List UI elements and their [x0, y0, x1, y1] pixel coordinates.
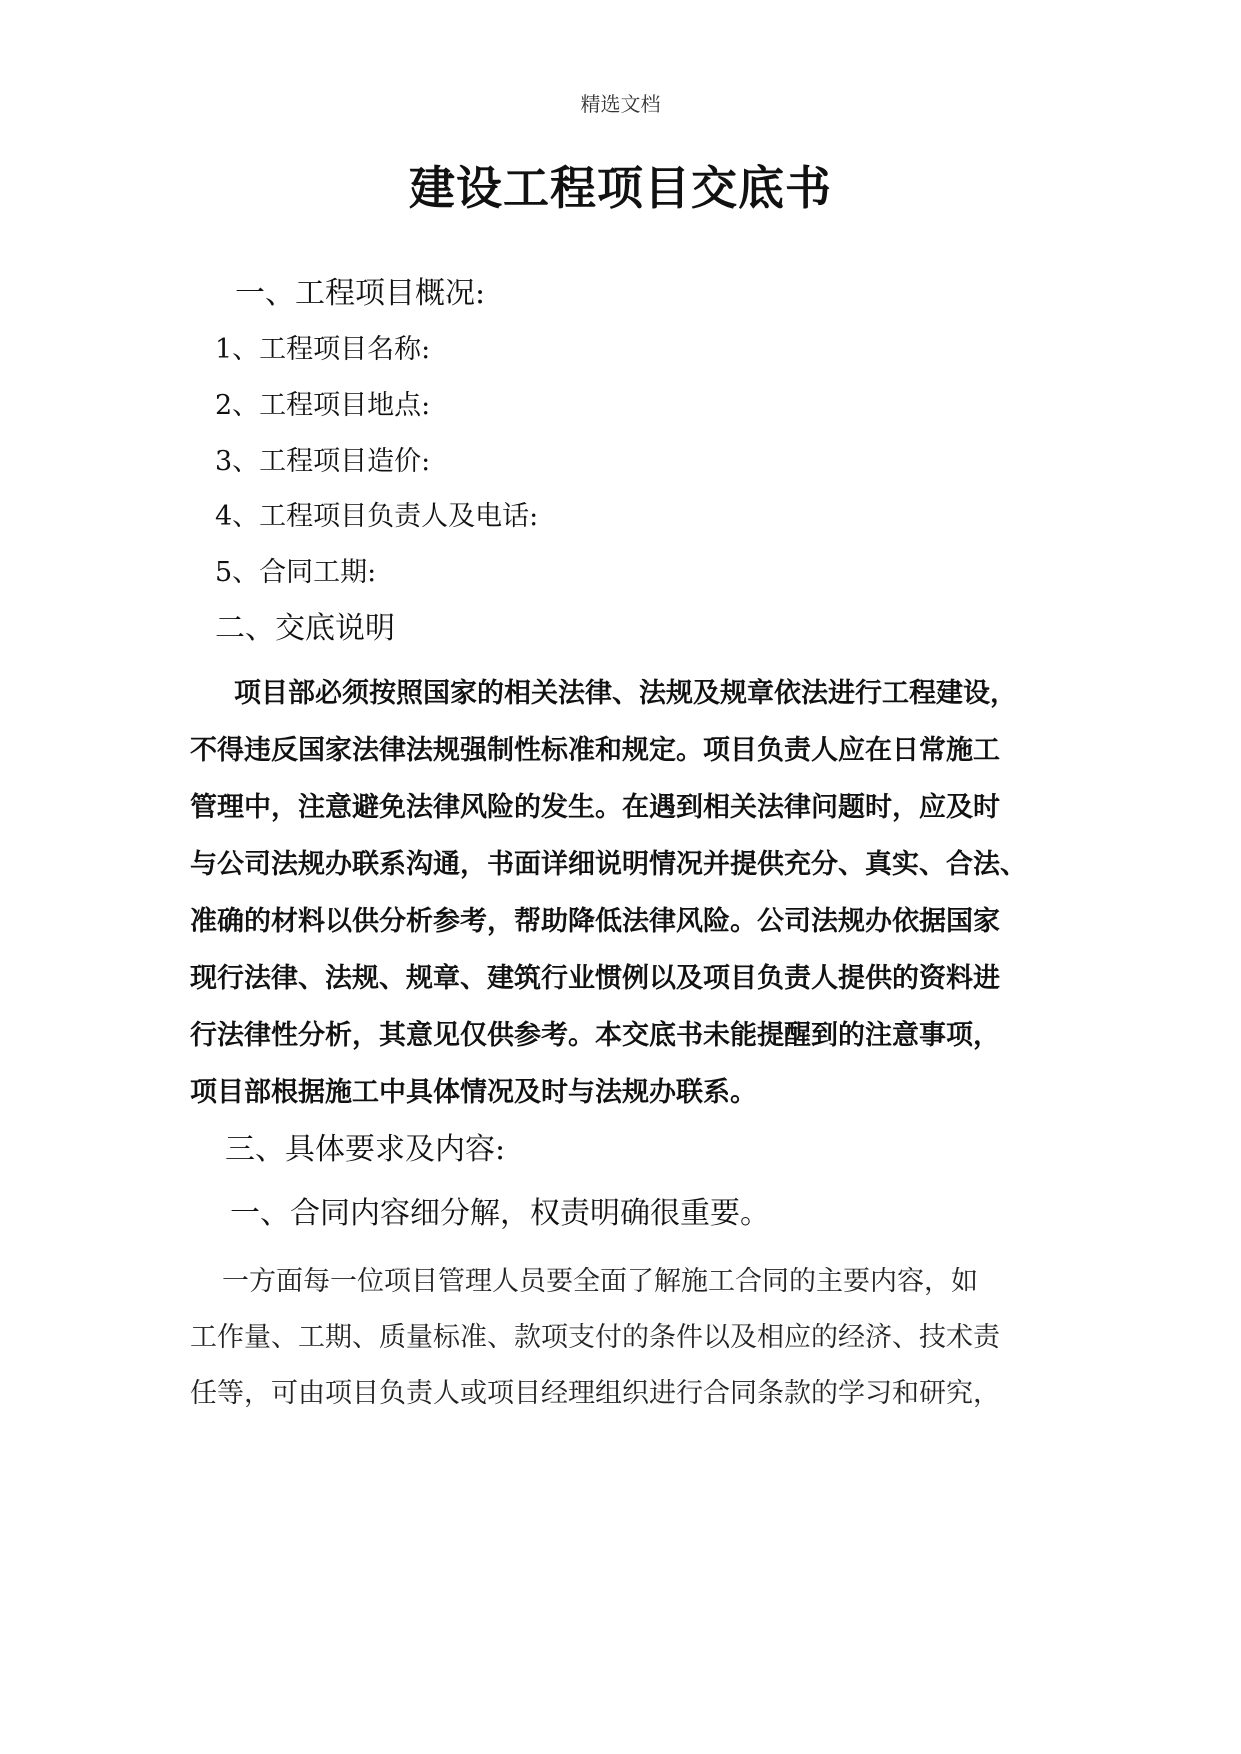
overview-item-location: 2、工程项目地点:	[215, 390, 431, 421]
subheading-contract: 一、合同内容细分解，权责明确很重要。	[230, 1196, 770, 1231]
paragraph-line: 工作量、工期、质量标准、款项支付的条件以及相应的经济、技术责	[190, 1322, 1000, 1353]
paragraph-line: 项目部根据施工中具体情况及时与法规办联系。	[190, 1077, 757, 1108]
paragraph-line: 准确的材料以供分析参考，帮助降低法律风险。公司法规办依据国家	[190, 906, 1000, 937]
overview-item-name: 1、工程项目名称:	[215, 334, 431, 365]
paragraph-line: 一方面每一位项目管理人员要全面了解施工合同的主要内容，如	[222, 1266, 978, 1297]
paragraph-line: 行法律性分析，其意见仅供参考。本交底书未能提醒到的注意事项，	[190, 1020, 1000, 1051]
paragraph-line: 现行法律、法规、规章、建筑行业惯例以及项目负责人提供的资料进	[190, 963, 1000, 994]
overview-item-cost: 3、工程项目造价:	[215, 446, 431, 477]
contract-paragraph	[190, 1259, 1060, 1429]
paragraph-line: 与公司法规办联系沟通，书面详细说明情况并提供充分、真实、合法、	[190, 849, 1027, 880]
header-label: 精选文档	[580, 92, 661, 116]
paragraph-line: 不得违反国家法律法规强制性标准和规定。项目负责人应在日常施工	[190, 735, 1000, 766]
section-heading-overview: 一、工程项目概况:	[235, 276, 486, 311]
section-heading-requirements: 三、具体要求及内容:	[225, 1132, 506, 1167]
paragraph-line: 管理中，注意避免法律风险的发生。在遇到相关法律问题时，应及时	[190, 792, 1000, 823]
explanation-paragraph	[190, 671, 1060, 1108]
overview-item-manager-phone: 4、工程项目负责人及电话:	[215, 501, 539, 532]
document-title: 建设工程项目交底书	[409, 161, 832, 215]
overview-item-contract-period: 5、合同工期:	[215, 557, 377, 588]
section-heading-explanation: 二、交底说明	[215, 611, 395, 646]
paragraph-line: 任等，可由项目负责人或项目经理组织进行合同条款的学习和研究，	[190, 1378, 1000, 1409]
paragraph-line: 项目部必须按照国家的相关法律、法规及规章依法进行工程建设，	[234, 678, 1017, 709]
